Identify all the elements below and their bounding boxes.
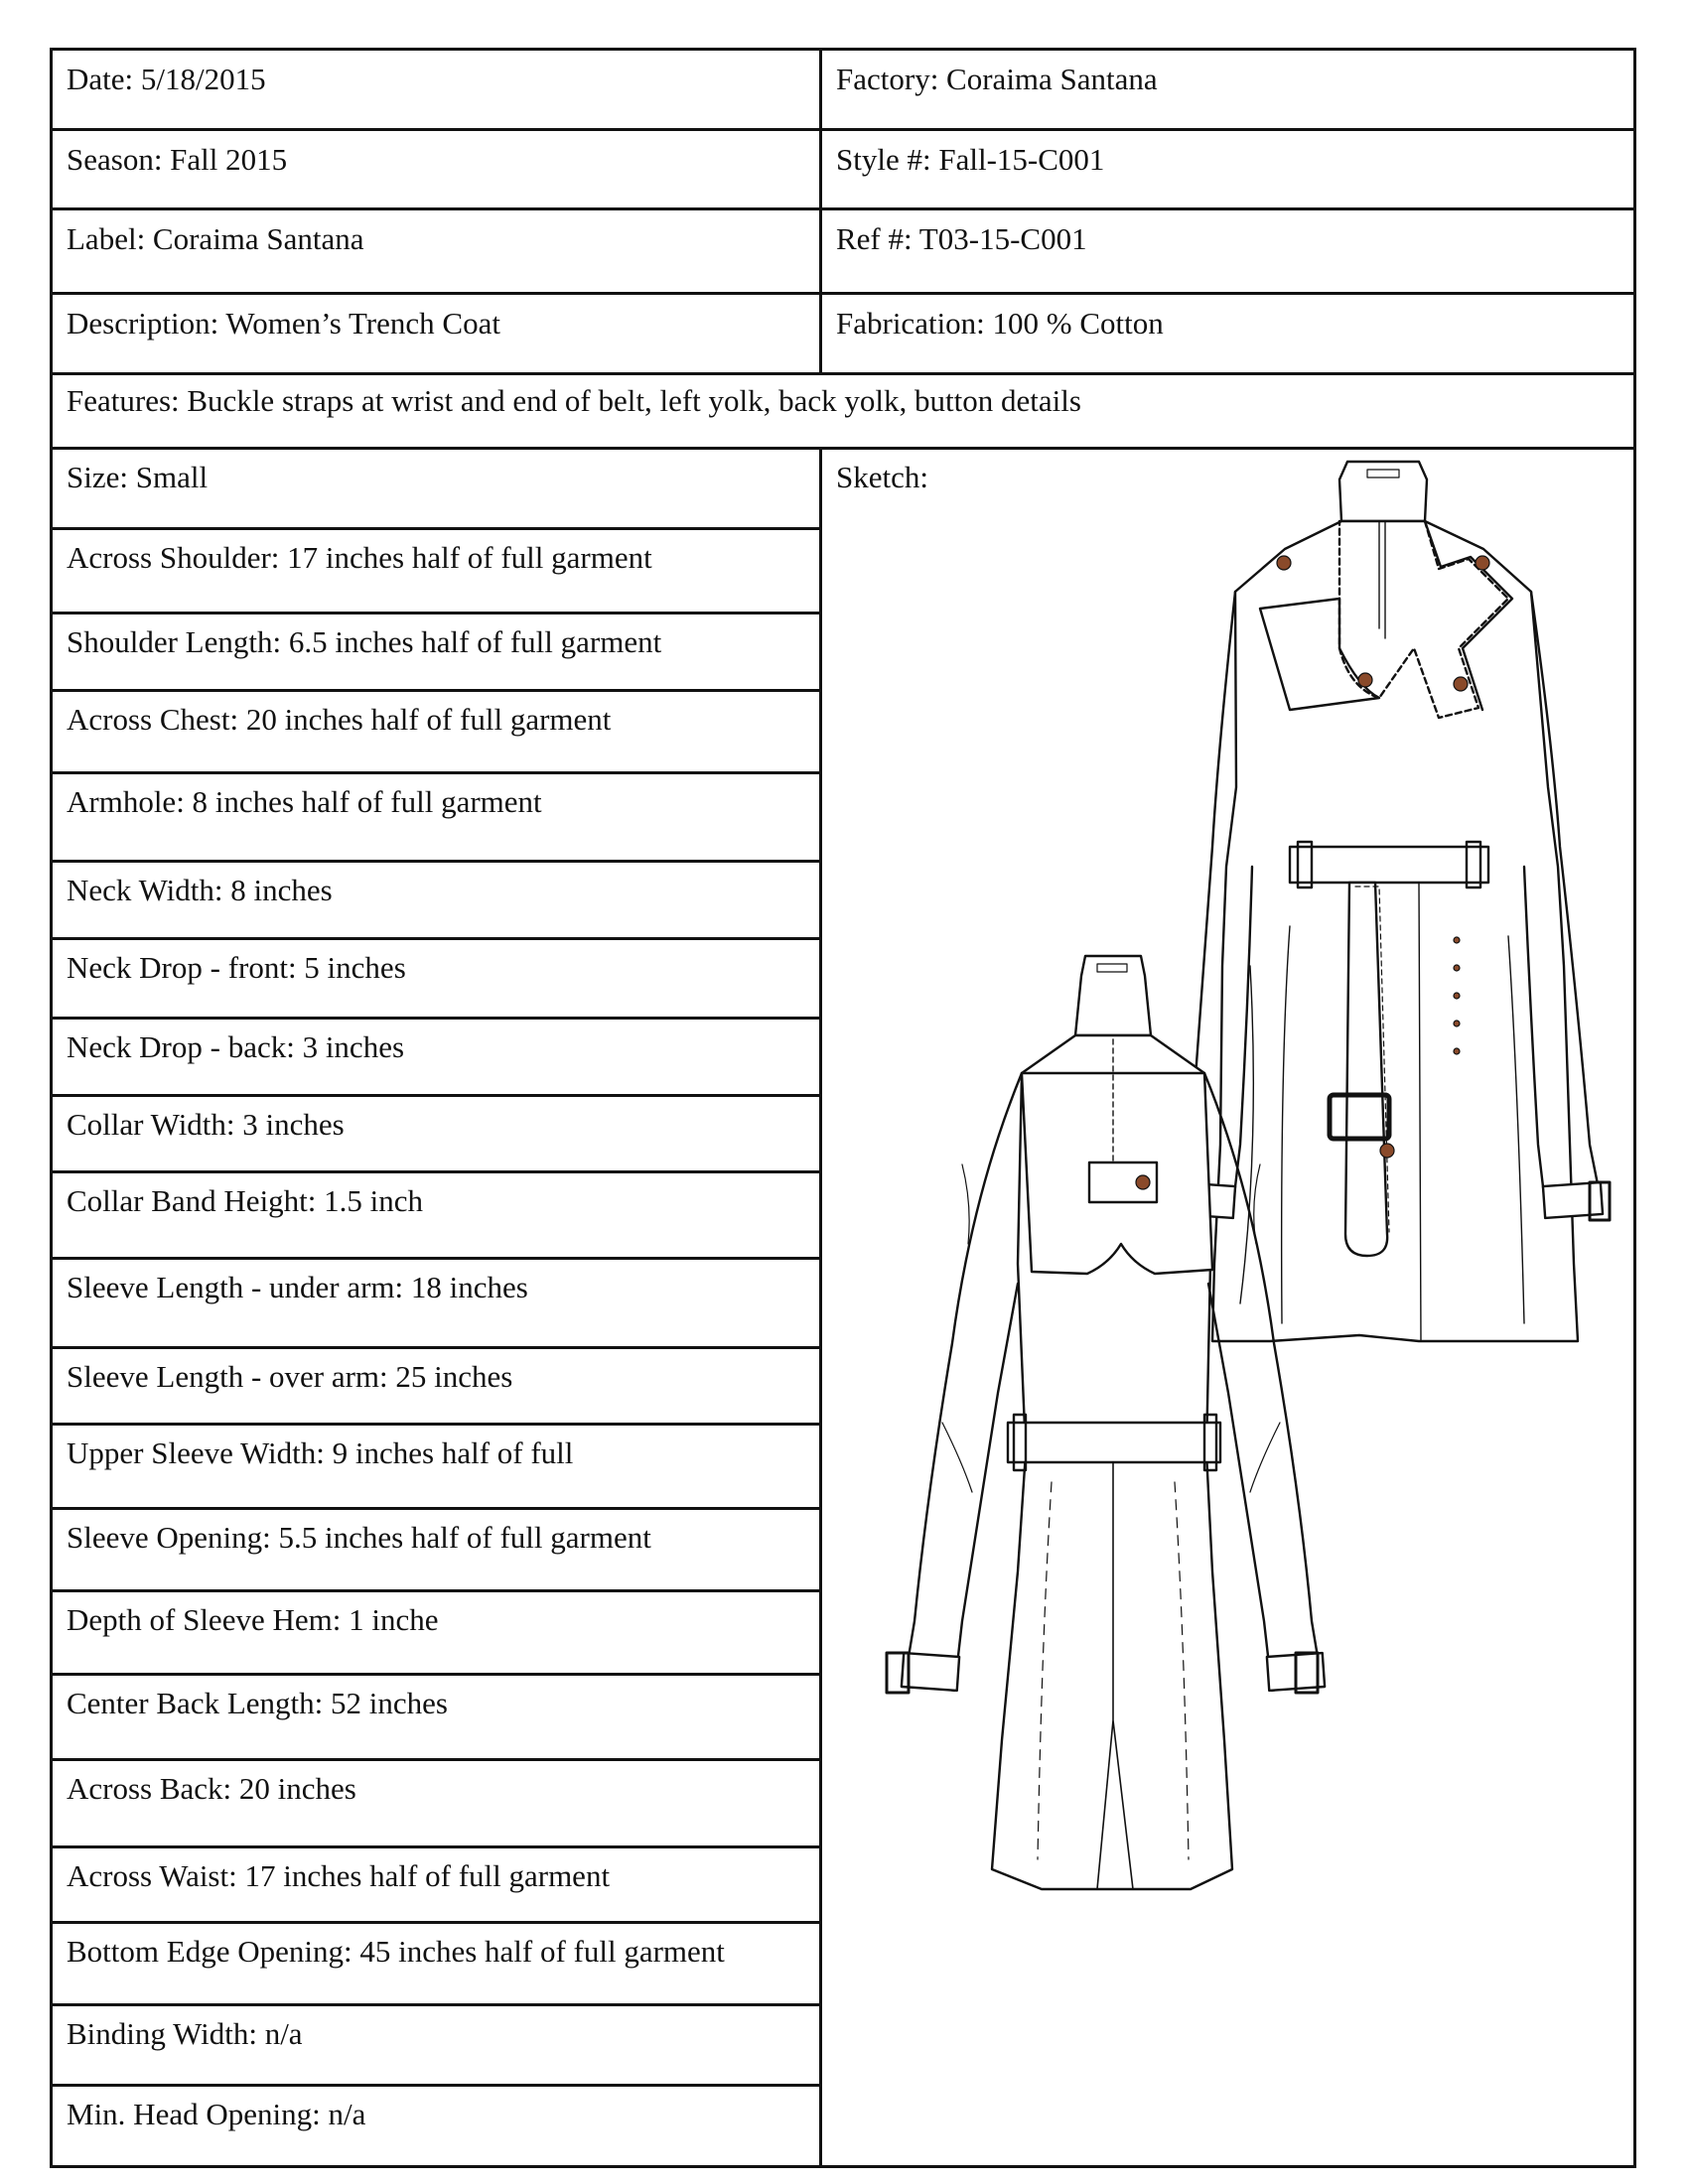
measurement-neck-drop-back: Neck Drop - back: 3 inches <box>67 1029 405 1064</box>
measurement-binding-width: Binding Width: n/a <box>67 2016 303 2051</box>
front-view-drawing <box>1176 462 1610 1341</box>
fabrication-field: Fabrication: 100 % Cotton <box>836 306 1164 341</box>
back-yoke-button <box>1136 1175 1150 1189</box>
measurement-across-back: Across Back: 20 inches <box>67 1771 356 1806</box>
factory-field: Factory: Coraima Santana <box>836 62 1158 96</box>
measurement-bottom-edge-opening: Bottom Edge Opening: 45 inches half of full garment <box>67 1934 725 1969</box>
season-field: Season: Fall 2015 <box>67 142 288 177</box>
style-number-field: Style #: Fall-15-C001 <box>836 142 1105 177</box>
measurement-min-head-opening: Min. Head Opening: n/a <box>67 2097 366 2131</box>
measurement-across-chest: Across Chest: 20 inches half of full garment <box>67 702 612 737</box>
measurement-sleeve-length-under: Sleeve Length - under arm: 18 inches <box>67 1270 528 1304</box>
sketch-label: Sketch: <box>836 460 928 494</box>
front-body-outline <box>1212 521 1578 1341</box>
date-field: Date: 5/18/2015 <box>67 62 266 96</box>
column-divider <box>819 447 822 2168</box>
measurement-shoulder-length: Shoulder Length: 6.5 inches half of full garment <box>67 624 662 659</box>
ref-number-field: Ref #: T03-15-C001 <box>836 221 1087 256</box>
measurement-neck-drop-front: Neck Drop - front: 5 inches <box>67 950 406 985</box>
front-collar <box>1339 462 1427 521</box>
measurement-collar-width: Collar Width: 3 inches <box>67 1107 345 1142</box>
back-left-cuff <box>902 1653 959 1691</box>
measurement-neck-width: Neck Width: 8 inches <box>67 873 333 907</box>
front-belt <box>1290 847 1488 883</box>
features-field: Features: Buckle straps at wrist and end of belt, left yolk, back yolk, button details <box>67 383 1081 418</box>
measurement-sleeve-opening: Sleeve Opening: 5.5 inches half of full garment <box>67 1520 651 1555</box>
measurement-armhole: Armhole: 8 inches half of full garment <box>67 784 542 819</box>
back-left-sleeve <box>905 1073 1022 1691</box>
measurement-upper-sleeve-width: Upper Sleeve Width: 9 inches half of full <box>67 1435 574 1470</box>
spec-sheet <box>50 48 1636 2168</box>
back-belt <box>1008 1423 1220 1462</box>
label-field: Label: Coraima Santana <box>67 221 364 256</box>
back-collar <box>1075 956 1151 1035</box>
front-right-cuff <box>1543 1182 1603 1218</box>
description-field: Description: Women’s Trench Coat <box>67 306 500 341</box>
column-divider <box>819 51 822 372</box>
measurement-across-shoulder: Across Shoulder: 17 inches half of full garment <box>67 540 652 575</box>
garment-sketch <box>823 450 1633 2167</box>
measurement-sleeve-hem-depth: Depth of Sleeve Hem: 1 inche <box>67 1602 439 1637</box>
measurement-size: Size: Small <box>67 460 209 494</box>
measurement-across-waist: Across Waist: 17 inches half of full garment <box>67 1858 611 1893</box>
measurement-center-back-length: Center Back Length: 52 inches <box>67 1686 448 1720</box>
measurement-collar-band-height: Collar Band Height: 1.5 inch <box>67 1183 424 1218</box>
measurement-sleeve-length-over: Sleeve Length - over arm: 25 inches <box>67 1359 513 1394</box>
